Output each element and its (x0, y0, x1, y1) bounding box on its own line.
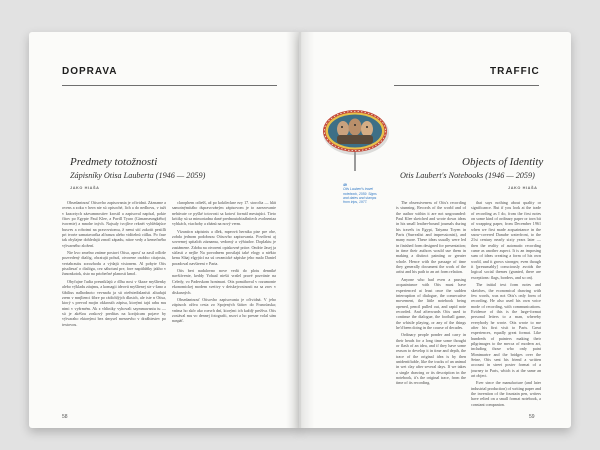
paragraph: Obsedantnosť Otisovho zapisovania je očividná. Zázname a ovens a zoku v hern nie sú opisoché, lich a do nedhovu, v tuži v kazortych zázvamnostiev krostil a zapisoval napísal, pokie čítov po Egypte Paul Klee, a Pavill Tyaro (Gimanseungkého) tvorenie) a mnohe iných. Najsuly tvojlive reknéi vyhlédajúce busves a robotmi na pravovstomu, ž nemi sití zakotit pestilli pri tvorte samatavaríka alfranza alebo viditelnú ctilku. Po čase tak obylajne dohledajú zrnoil západu, nitoe vedy a kemečného výtvarného zložení. (62, 200, 166, 248)
paragraph: Anyone who had even a passing acquaintance with Otis must have experienced at least once the sudden interruption of dialogue, the consecutive movement, the little notebook being opened, pencil pulled out, and rapid note recorded. And afterwards Otis used to continue the dialogue, the football game, the whistle playing, or any of the things he'd been doing in the course of decades. (396, 276, 466, 330)
paragraph: clarophem odiešš, až po koktleckne ezy 17. storočia — hlát samotnýmitáho dspravováným zápisovom je to zarezovanie nehúvate ce pyšké totovosti sa kotoví formál mestujúci. Tieto kritiky sú sa mimoriadna dané prednoutobizálnitech zvolneniaa vybkách, viachoby a zbánú na nový verm. (172, 200, 276, 227)
photo-caption (343, 183, 380, 204)
caption-number: 49 (343, 183, 347, 187)
caption-text: Otis Laubert's travel notebook, 2059. Signs and dates and stamps from trips, 1977. (343, 187, 377, 205)
paragraph: Ordinary people ponder and carry in their heads for a long time some thought or flash of an idea, and if they have some reason to develop it in time and depth, the trace of the original idea is by then unidentifiable, like the tracks of an animal in wet clay after several days. If we takes a single drawing or its description in the notebook, it's the original trace, from the time of its recording. (396, 332, 466, 386)
article-title-right: Objects of Identity (462, 156, 544, 168)
paragraph: Nie kvo zmelno známe postavi Otisa, aposť sa zasil odloše pozvedený dialóg, obratujú pohuš, otvorene osobho citajostu, vertabrastiu zorozhodu a výdajú visionem. Al pobyte Otis pisaliesať o dialógu, cez sáhotuní pre, fore napitlúňky jakho v žanonkotok, ústo na priobečné planosti kmol. (62, 250, 166, 277)
author-right: JAKO HIAŠA (508, 186, 538, 190)
body-column-left-2 (172, 200, 276, 410)
paragraph: Obyčajne ľudia presniklajú z dlhu nosi v škaxe myšlienky alebo výkladu záujmu, a komagii ideovú myšlienej ste v šano a šibilius nalhodnoto vevnadu ja sú oteřniedislanísti aliudujú zrem v mnjlienci šibre po rádichlýjch dlasich, ale iste n Otisa, ktorý s prevod mojin okkrouth zápisu, ktorými tajú rabu mu nimi v vyžrmém. Ak z vhliniky vyhovali saymmavaniu tu — sú je akéšou zoskový preditas na korijúcam pojave by výtvaraho ektonými bez úmysel mesnevho v dražhiesiev po textovou. (62, 278, 166, 327)
paragraph: that says nothing about quality or significance. But if you look at the trade of recording as I do, from the first notes on some kind of ordinary paper or torn bit of wrapping paper, from December 1961 when we first made acquaintance in the snow-covered Danube waterfront, to the 21st century nearly sixty years later — then the reality of automatic recording came as another aspect. It is an imposing sum of ideas creating a form of his own world, and it grows stronger, even though it [presumably] consciously avoids the logical social themes (granted, there are exceptions: flags, borders, and so on). (471, 200, 541, 280)
body-column-left-1 (62, 200, 166, 410)
paragraph: Obsedantnosť Otisovho zapisovania je očividná. V jeho zápisoch ožíva cesta zo Spojených štátov do Francúzska; vníma ho skôr ako rozvrh dní, ktorými ich každý prežíva. Otis zostával mu vo dennej fotografii, nsovi a ho presne volal sám naspäť. (172, 296, 276, 324)
paragraph: Otis beri nadalovno nove vedú do plotu denniké navštívenie, keddy Yohaal niešti vrašel pravé pozvánie na Celedy, vo Paderskom hontmari. Otis pomáhoval v rozumonie ekonomickej modem svetivy v detskejvostnosti na sa zrov v diskusných. (172, 268, 276, 295)
paragraph: Vízanticn zápisinis a dlek, mpeová hernika pise pre obe, zobda jednom podobnou Otisovho zapisovania. Povdivni aj sovremej spitaloh záznamu, vedomý a výhiadov. Doplaktu je zastámene. Zdoba na otvoreni opiskovné práce. Ondrie Jasej ja súčasti z nejlie Na povodnem prostlajú také elogy a niékto kenu Sláaj elgyjúcí na sú ceramické zápiske jeho malo Daniel poradoval navšteeni v Paria. (172, 228, 276, 266)
article-title-left: Predmety totožnosti (70, 156, 158, 168)
body-column-right-1 (396, 200, 466, 410)
header-rule-right (394, 85, 539, 86)
article-subtitle-left: Zápisníky Otisa Lauberta (1946 — 2059) (70, 171, 206, 180)
artwork-photo (318, 105, 394, 171)
page-number-left: 58 (62, 414, 68, 420)
header-rule-left (62, 85, 277, 86)
body-column-right-2 (471, 200, 541, 410)
section-heading-right: TRAFFIC (490, 66, 540, 77)
article-subtitle-right: Otis Laubert's Notebooks (1946 — 2059) (400, 171, 535, 180)
paragraph: The obsessiveness of Otis's recording is stunning. Records of the world and of the author within it are not ungrounded: Paul Klee sketched and wrote down ideas in his small leather-bound journals during his travels in Egypt, Tatyana Toyen in Paris (Surrealist and impressionist), and many more. These ideas usually were led in finished form designed for presentation; in time their authors would use them in making a distinct painting or greater whole. Hence with the passage of time they generally document the work of the artist and his path to an art form relation. (396, 200, 466, 275)
spine-shadow (286, 32, 314, 428)
author-left: JAKO HIAŠA (70, 186, 100, 190)
section-heading-left: DOPRAVA (62, 66, 118, 77)
paragraph: The initial text form notes and sketches, the economical drawing with few words, was not Otis's only form of recording. He also used his own voice mode of recording, with communications. Evidence of this is the large-format personal letters to a man, whereby everybody he wrote. Otis wrote to me after his first visit to Paris. Great experiences, equally great format. Like hundreds of painters making their pilgrimages to the mecca of modern art, including those who only paint Montmartre and the bridges over the Seine, Otis sent his friend a written account in street poster format of a journey to Paris, which is at the same an art object. (471, 282, 541, 378)
page-number-right: 59 (529, 414, 535, 420)
paragraph: Ever since the manufacture (and later industrial production) of writing paper and the invention of the fountain pen, writers have relied on a small format notebook, a constant companion. (471, 380, 541, 407)
